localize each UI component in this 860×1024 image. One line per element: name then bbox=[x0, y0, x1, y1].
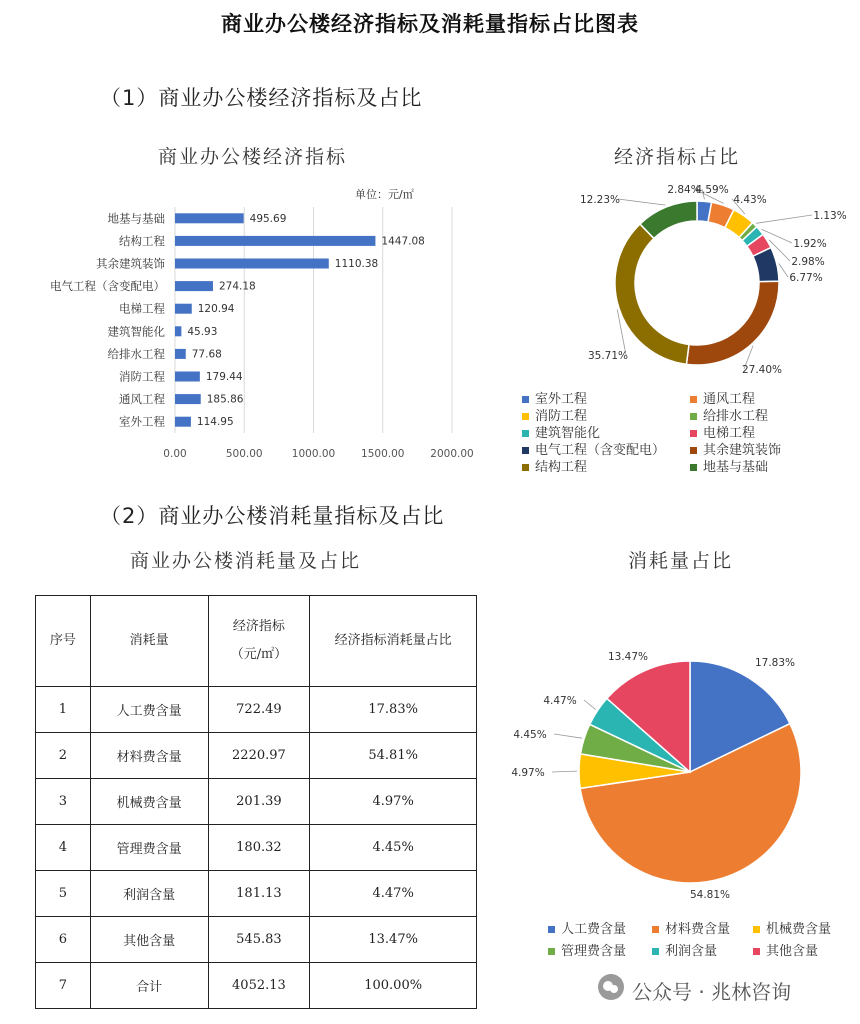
table-cell: 4.47% bbox=[310, 871, 477, 917]
bar-x-tick-label: 1000.00 bbox=[291, 448, 336, 460]
pie-chart-legend bbox=[548, 918, 848, 963]
donut-value-label: 27.40% bbox=[741, 364, 783, 376]
table-cell: 4052.13 bbox=[208, 963, 310, 1009]
legend-swatch bbox=[690, 430, 697, 437]
donut-chart-legend bbox=[520, 388, 820, 478]
legend-label: 其他含量 bbox=[766, 944, 819, 959]
bar-chart-bars bbox=[50, 211, 425, 428]
table-row bbox=[36, 871, 477, 917]
bar-value-label: 114.95 bbox=[196, 416, 234, 429]
table-row bbox=[36, 917, 477, 963]
bar-chart-unit: 单位：元/㎡ bbox=[355, 188, 414, 201]
pie-chart-slices bbox=[511, 651, 801, 901]
legend-label: 消防工程 bbox=[535, 409, 588, 424]
table-cell: 181.13 bbox=[208, 871, 310, 917]
legend-label: 材料费含量 bbox=[665, 922, 731, 937]
table-cell: 6 bbox=[36, 917, 91, 963]
pie-value-label: 4.47% bbox=[543, 695, 577, 707]
table-cell: 4.45% bbox=[310, 825, 477, 871]
table-cell: 4.97% bbox=[310, 779, 477, 825]
pie-leader-line bbox=[584, 700, 596, 710]
bar-category-label: 消防工程 bbox=[119, 369, 165, 384]
table-cell: 3 bbox=[36, 779, 91, 825]
donut-value-label: 4.43% bbox=[733, 194, 767, 206]
table-row bbox=[36, 825, 477, 871]
donut-leader-line bbox=[779, 264, 788, 277]
legend-swatch bbox=[690, 396, 697, 403]
wechat-icon bbox=[598, 974, 624, 1000]
donut-value-label: 4.59% bbox=[695, 184, 729, 196]
legend-label: 通风工程 bbox=[703, 392, 756, 407]
table-cell: 利润含量 bbox=[90, 871, 208, 917]
table-cell: 722.49 bbox=[208, 687, 310, 733]
legend-label: 人工费含量 bbox=[561, 922, 627, 937]
legend-swatch bbox=[522, 464, 529, 471]
bar-x-tick-label: 1500.00 bbox=[361, 448, 405, 460]
table-cell: 2 bbox=[36, 733, 91, 779]
bar-category-label: 地基与基础 bbox=[107, 211, 165, 226]
table-cell: 合计 bbox=[90, 963, 208, 1009]
bar bbox=[175, 394, 201, 404]
legend-label: 电梯工程 bbox=[703, 426, 756, 441]
table-cell: 人工费含量 bbox=[90, 687, 208, 733]
legend-label: 结构工程 bbox=[535, 460, 588, 475]
legend-swatch bbox=[548, 948, 555, 955]
pie-value-label: 4.97% bbox=[511, 767, 545, 779]
pie-leader-line bbox=[552, 771, 577, 772]
pie-legend-item bbox=[652, 918, 730, 937]
table-header-row bbox=[36, 596, 477, 687]
bar-category-label: 结构工程 bbox=[119, 233, 165, 248]
table-cell: 5 bbox=[36, 871, 91, 917]
bar-x-tick-label: 0.00 bbox=[163, 448, 187, 460]
bar-chart bbox=[0, 200, 490, 465]
pie-legend-item bbox=[652, 940, 717, 959]
bar-value-label: 1110.38 bbox=[334, 258, 379, 270]
table-cell: 13.47% bbox=[310, 917, 477, 963]
legend-swatch bbox=[753, 926, 760, 933]
table-cell: 机械费含量 bbox=[90, 779, 208, 825]
pie-value-label: 13.47% bbox=[607, 651, 649, 663]
pie-legend-item bbox=[548, 918, 626, 937]
legend-label: 利润含量 bbox=[665, 944, 718, 959]
table-cell: 4 bbox=[36, 825, 91, 871]
table-cell: 2220.97 bbox=[208, 733, 310, 779]
bar-chart-title: 商业办公楼经济指标 bbox=[158, 146, 348, 168]
legend-swatch bbox=[690, 413, 697, 420]
pie-value-label: 54.81% bbox=[689, 889, 731, 901]
pie-value-label: 17.83% bbox=[754, 657, 796, 669]
donut-legend-item bbox=[690, 456, 768, 475]
bar-category-label: 给排水工程 bbox=[107, 346, 165, 361]
legend-swatch bbox=[522, 430, 529, 437]
legend-label: 机械费含量 bbox=[766, 922, 832, 937]
section-1-heading: （1）商业办公楼经济指标及占比 bbox=[100, 86, 423, 110]
donut-chart-slices bbox=[580, 184, 847, 376]
bar-value-label: 1447.08 bbox=[381, 235, 425, 248]
table-row bbox=[36, 733, 477, 779]
pie-chart bbox=[510, 640, 850, 910]
table-row bbox=[36, 687, 477, 733]
bar-value-label: 77.68 bbox=[191, 348, 222, 361]
legend-swatch bbox=[522, 396, 529, 403]
bar-category-label: 室外工程 bbox=[119, 414, 165, 429]
donut-slice bbox=[615, 224, 689, 364]
donut-value-label: 2.84% bbox=[667, 184, 701, 196]
donut-value-label: 1.92% bbox=[793, 238, 827, 250]
pie-value-label: 4.45% bbox=[513, 729, 547, 741]
bar-x-tick-label: 500.00 bbox=[225, 448, 263, 460]
table-title: 商业办公楼消耗量及占比 bbox=[130, 550, 362, 572]
header-index-value-line1: 经济指标 bbox=[232, 619, 285, 634]
bar bbox=[175, 349, 186, 359]
legend-label: 电气工程（含变配电） bbox=[535, 443, 666, 458]
legend-label: 其余建筑装饰 bbox=[703, 443, 782, 458]
watermark-text: 公众号 · 兆林咨询 bbox=[632, 980, 792, 1004]
legend-label: 地基与基础 bbox=[703, 460, 769, 475]
legend-swatch bbox=[690, 464, 697, 471]
donut-value-label: 6.77% bbox=[789, 272, 823, 284]
legend-swatch bbox=[690, 447, 697, 454]
header-index: 序号 bbox=[36, 596, 91, 687]
header-consumption: 消耗量 bbox=[90, 596, 208, 687]
bar bbox=[175, 236, 375, 246]
page-title: 商业办公楼经济指标及消耗量指标占比图表 bbox=[221, 12, 639, 36]
bar-value-label: 495.69 bbox=[249, 212, 287, 225]
bar-category-label: 建筑智能化 bbox=[107, 324, 165, 339]
pie-legend-item bbox=[753, 940, 818, 959]
legend-label: 室外工程 bbox=[535, 392, 588, 407]
legend-swatch bbox=[522, 413, 529, 420]
header-index-value-line2: （元/㎡） bbox=[230, 647, 288, 662]
pie-leader-line bbox=[554, 734, 582, 738]
bar-category-label: 通风工程 bbox=[119, 392, 165, 407]
header-share: 经济指标消耗量占比 bbox=[310, 596, 477, 687]
bar bbox=[175, 304, 192, 314]
legend-swatch bbox=[753, 948, 760, 955]
donut-slice bbox=[686, 281, 779, 365]
bar-category-label: 电气工程（含变配电） bbox=[50, 279, 165, 294]
table-cell: 180.32 bbox=[208, 825, 310, 871]
table-cell: 7 bbox=[36, 963, 91, 1009]
bar-category-label: 电梯工程 bbox=[119, 301, 165, 316]
pie-legend-item bbox=[548, 940, 626, 959]
bar-value-label: 185.86 bbox=[206, 393, 244, 406]
bar bbox=[175, 281, 213, 291]
bar-value-label: 179.44 bbox=[205, 371, 243, 383]
table-cell: 1 bbox=[36, 687, 91, 733]
bar-category-label: 其余建筑装饰 bbox=[96, 256, 165, 271]
bar-value-label: 274.18 bbox=[218, 280, 256, 293]
table-cell: 100.00% bbox=[310, 963, 477, 1009]
table-row bbox=[36, 963, 477, 1009]
pie-chart-title: 消耗量占比 bbox=[628, 550, 734, 572]
table-cell: 17.83% bbox=[310, 687, 477, 733]
bar-value-label: 120.94 bbox=[197, 303, 235, 316]
consumption-table bbox=[35, 595, 477, 1009]
bar-value-label: 45.93 bbox=[187, 325, 218, 338]
donut-chart-title: 经济指标占比 bbox=[614, 146, 741, 168]
table-cell: 545.83 bbox=[208, 917, 310, 963]
donut-value-label: 35.71% bbox=[587, 350, 629, 362]
bar-x-tick-label: 2000.00 bbox=[430, 448, 474, 460]
donut-leader-line bbox=[756, 215, 812, 223]
section-2-heading: （2）商业办公楼消耗量指标及占比 bbox=[100, 504, 445, 528]
table-cell: 201.39 bbox=[208, 779, 310, 825]
donut-leader-line bbox=[618, 199, 666, 205]
donut-slice bbox=[640, 201, 697, 238]
bar bbox=[175, 326, 181, 336]
table-row bbox=[36, 779, 477, 825]
header-index-value bbox=[208, 596, 310, 687]
legend-label: 给排水工程 bbox=[703, 409, 769, 424]
legend-swatch bbox=[548, 926, 555, 933]
donut-value-label: 12.23% bbox=[579, 194, 621, 206]
legend-swatch bbox=[652, 926, 659, 933]
legend-label: 建筑智能化 bbox=[535, 426, 601, 441]
donut-value-label: 2.98% bbox=[791, 256, 825, 268]
donut-chart bbox=[550, 175, 860, 390]
table-cell: 54.81% bbox=[310, 733, 477, 779]
legend-swatch bbox=[522, 447, 529, 454]
pie-legend-item bbox=[753, 918, 831, 937]
donut-value-label: 1.13% bbox=[813, 210, 847, 222]
bar bbox=[175, 417, 191, 427]
bar bbox=[175, 213, 244, 223]
table-cell: 其他含量 bbox=[90, 917, 208, 963]
donut-legend-item bbox=[522, 456, 587, 475]
table-cell: 管理费含量 bbox=[90, 825, 208, 871]
bar bbox=[175, 259, 329, 269]
legend-label: 管理费含量 bbox=[561, 944, 627, 959]
table-cell: 材料费含量 bbox=[90, 733, 208, 779]
bar bbox=[175, 372, 200, 382]
legend-swatch bbox=[652, 948, 659, 955]
